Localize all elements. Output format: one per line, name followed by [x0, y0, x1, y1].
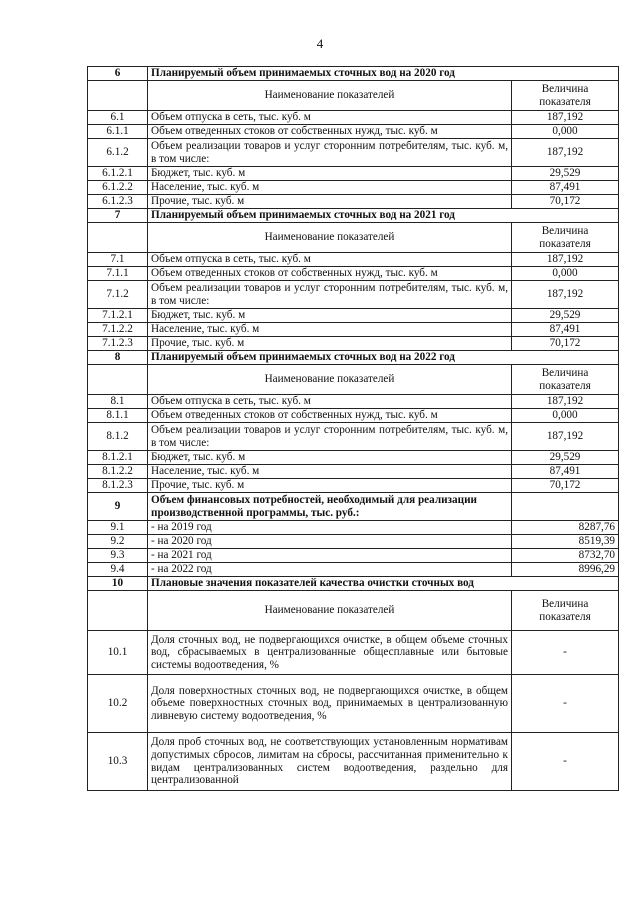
- row-value: -: [512, 631, 619, 675]
- table-row: [88, 111, 619, 125]
- row-value: 87,491: [512, 465, 619, 479]
- row-value: -: [512, 675, 619, 733]
- row-value: 187,192: [512, 111, 619, 125]
- row-number: 9.3: [88, 549, 148, 563]
- row-name: Прочие, тыс. куб. м: [148, 479, 512, 493]
- row-value: 187,192: [512, 139, 619, 167]
- row-value: 0,000: [512, 409, 619, 423]
- section-row: [88, 351, 619, 365]
- row-number: 10.3: [88, 733, 148, 791]
- row-number: 7.1: [88, 253, 148, 267]
- row-name: - на 2020 год: [148, 535, 512, 549]
- header-num-cell: [88, 591, 148, 631]
- section-number: 7: [88, 209, 148, 223]
- section-number: 10: [88, 577, 148, 591]
- header-num-cell: [88, 223, 148, 253]
- row-value: 87,491: [512, 181, 619, 195]
- header-name: Наименование показателей: [148, 365, 512, 395]
- section-number: 8: [88, 351, 148, 365]
- row-name: Прочие, тыс. куб. м: [148, 337, 512, 351]
- header-name: Наименование показателей: [148, 591, 512, 631]
- table-row: [88, 451, 619, 465]
- table-row: [88, 337, 619, 351]
- row-value: 70,172: [512, 337, 619, 351]
- row-number: 8.1.2.3: [88, 479, 148, 493]
- row-name: - на 2019 год: [148, 521, 512, 535]
- row-value: 29,529: [512, 451, 619, 465]
- row-name: Объем отведенных стоков от собственных нужд, тыс. куб. м: [148, 267, 512, 281]
- row-value: 0,000: [512, 267, 619, 281]
- section-row: [88, 493, 619, 521]
- row-name: Объем реализации товаров и услуг сторонним потребителям, тыс. куб. м, в том числе:: [148, 139, 512, 167]
- section-title: Плановые значения показателей качества очистки сточных вод: [148, 577, 619, 591]
- header-row: [88, 223, 619, 253]
- row-name: Объем реализации товаров и услуг сторонним потребителям, тыс. куб. м, в том числе:: [148, 281, 512, 309]
- row-number: 7.1.2.1: [88, 309, 148, 323]
- row-value: 87,491: [512, 323, 619, 337]
- row-value: 8287,76: [512, 521, 619, 535]
- section-title: Планируемый объем принимаемых сточных вод на 2022 год: [148, 351, 619, 365]
- row-value: 187,192: [512, 395, 619, 409]
- table-row: [88, 521, 619, 535]
- row-value: 187,192: [512, 281, 619, 309]
- row-number: 8.1.2.1: [88, 451, 148, 465]
- row-number: 6.1.2.1: [88, 167, 148, 181]
- table-row: [88, 675, 619, 733]
- empty-value-cell: [512, 493, 619, 521]
- header-value: Величина показателя: [512, 81, 619, 111]
- table-row: [88, 323, 619, 337]
- table-row: [88, 139, 619, 167]
- row-number: 7.1.1: [88, 267, 148, 281]
- table-row: [88, 267, 619, 281]
- page-number: 4: [316, 36, 324, 51]
- row-number: 8.1.2: [88, 423, 148, 451]
- row-name: Бюджет, тыс. куб. м: [148, 309, 512, 323]
- row-name: Население, тыс. куб. м: [148, 465, 512, 479]
- row-number: 6.1.2: [88, 139, 148, 167]
- row-name: - на 2022 год: [148, 563, 512, 577]
- section-title: Объем финансовых потребностей, необходимый для реализации производственной программы, тыс. руб.:: [148, 493, 512, 521]
- row-name: Объем отпуска в сеть, тыс. куб. м: [148, 111, 512, 125]
- row-number: 7.1.2.3: [88, 337, 148, 351]
- table-row: [88, 281, 619, 309]
- table-row: [88, 195, 619, 209]
- row-value: 8519,39: [512, 535, 619, 549]
- table-row: [88, 253, 619, 267]
- row-name: Объем отпуска в сеть, тыс. куб. м: [148, 395, 512, 409]
- row-value: 70,172: [512, 195, 619, 209]
- section-number: 9: [88, 493, 148, 521]
- table-row: [88, 733, 619, 791]
- header-num-cell: [88, 81, 148, 111]
- row-name: Объем отведенных стоков от собственных нужд, тыс. куб. м: [148, 409, 512, 423]
- row-value: -: [512, 733, 619, 791]
- table-row: [88, 423, 619, 451]
- row-number: 7.1.2.2: [88, 323, 148, 337]
- header-num-cell: [88, 365, 148, 395]
- row-name: - на 2021 год: [148, 549, 512, 563]
- table-row: [88, 631, 619, 675]
- table-row: [88, 395, 619, 409]
- row-number: 6.1.1: [88, 125, 148, 139]
- row-value: 70,172: [512, 479, 619, 493]
- row-number: 10.1: [88, 631, 148, 675]
- table-row: [88, 535, 619, 549]
- row-value: 187,192: [512, 253, 619, 267]
- row-value: 29,529: [512, 309, 619, 323]
- header-value: Величина показателя: [512, 365, 619, 395]
- section-number: 6: [88, 67, 148, 81]
- table-row: [88, 181, 619, 195]
- row-value: 29,529: [512, 167, 619, 181]
- row-name: Бюджет, тыс. куб. м: [148, 167, 512, 181]
- section-title: Планируемый объем принимаемых сточных вод на 2021 год: [148, 209, 619, 223]
- row-value: 0,000: [512, 125, 619, 139]
- header-row: [88, 591, 619, 631]
- row-number: 6.1: [88, 111, 148, 125]
- table-row: [88, 409, 619, 423]
- section-row: [88, 209, 619, 223]
- row-number: 7.1.2: [88, 281, 148, 309]
- row-value: 8732,70: [512, 549, 619, 563]
- row-name: Прочие, тыс. куб. м: [148, 195, 512, 209]
- table-row: [88, 479, 619, 493]
- table-row: [88, 563, 619, 577]
- section-row: [88, 577, 619, 591]
- row-number: 9.1: [88, 521, 148, 535]
- row-name: Доля поверхностных сточных вод, не подвергающихся очистке, в общем объеме поверхностных сточных вод, принимаемых в централизованную ливневую систему водоотведения, %: [148, 675, 512, 733]
- table-row: [88, 309, 619, 323]
- header-name: Наименование показателей: [148, 223, 512, 253]
- table-row: [88, 465, 619, 479]
- row-name: Объем отпуска в сеть, тыс. куб. м: [148, 253, 512, 267]
- row-number: 6.1.2.2: [88, 181, 148, 195]
- row-number: 9.2: [88, 535, 148, 549]
- table-row: [88, 549, 619, 563]
- header-name: Наименование показателей: [148, 81, 512, 111]
- row-value: 187,192: [512, 423, 619, 451]
- indicators-table: [87, 66, 619, 791]
- row-number: 9.4: [88, 563, 148, 577]
- row-number: 8.1: [88, 395, 148, 409]
- section-row: [88, 67, 619, 81]
- row-name: Объем отведенных стоков от собственных нужд, тыс. куб. м: [148, 125, 512, 139]
- row-name: Объем реализации товаров и услуг сторонним потребителям, тыс. куб. м, в том числе:: [148, 423, 512, 451]
- row-name: Доля сточных вод, не подвергающихся очистке, в общем объеме сточных вод, сбрасываемых в централизованные общесплавные или бытовые системы водоотведения, %: [148, 631, 512, 675]
- section-title: Планируемый объем принимаемых сточных вод на 2020 год: [148, 67, 619, 81]
- row-value: 8996,29: [512, 563, 619, 577]
- header-value: Величина показателя: [512, 223, 619, 253]
- table-row: [88, 125, 619, 139]
- row-number: 6.1.2.3: [88, 195, 148, 209]
- row-name: Бюджет, тыс. куб. м: [148, 451, 512, 465]
- header-row: [88, 365, 619, 395]
- row-number: 8.1.2.2: [88, 465, 148, 479]
- row-name: Население, тыс. куб. м: [148, 181, 512, 195]
- row-number: 10.2: [88, 675, 148, 733]
- row-name: Доля проб сточных вод, не соответствующих установленным нормативам допустимых сбросов, лимитам на сбросы, рассчитанная применительно к видам централизованных систем водоотведения, раздельно для централизованной: [148, 733, 512, 791]
- header-value: Величина показателя: [512, 591, 619, 631]
- row-name: Население, тыс. куб. м: [148, 323, 512, 337]
- header-row: [88, 81, 619, 111]
- table-row: [88, 167, 619, 181]
- row-number: 8.1.1: [88, 409, 148, 423]
